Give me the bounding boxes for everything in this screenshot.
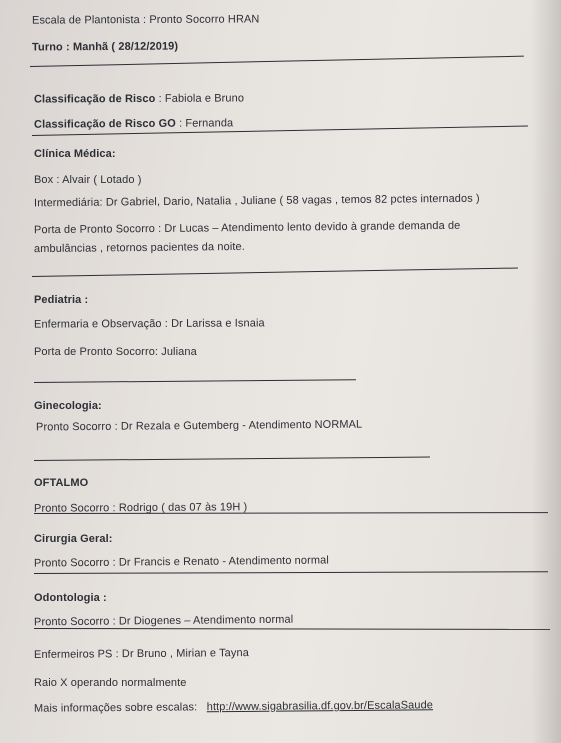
divider-line bbox=[34, 571, 548, 574]
divider-line bbox=[34, 379, 356, 383]
page-fold-shadow bbox=[531, 0, 561, 743]
raio-x-status: Raio X operando normalmente bbox=[34, 677, 187, 689]
cirurgia-heading: Cirurgia Geral: bbox=[34, 533, 113, 545]
more-info-label: Mais informações sobre escalas: bbox=[33, 701, 198, 715]
clinica-heading: Clínica Médica: bbox=[34, 148, 116, 160]
risk-go-label: Classificação de Risco GO bbox=[33, 117, 176, 131]
enfermeiros-ps: Enfermeiros PS : Dr Bruno , Mirian e Tayna bbox=[33, 647, 249, 661]
risk-classification-go bbox=[34, 117, 233, 130]
clinica-porta-line1: Porta de Pronto Socorro : Dr Lucas – Atendimento lento devido à grande demanda de bbox=[33, 219, 461, 237]
risk-value: : Fabiola e Bruno bbox=[155, 92, 245, 105]
shift-date: Turno : Manhã ( 28/12/2019) bbox=[31, 40, 179, 54]
schedule-link[interactable]: http://www.sigabrasilia.df.gov.br/EscalaSaude bbox=[206, 699, 434, 714]
pediatria-porta: Porta de Pronto Socorro: Juliana bbox=[34, 346, 197, 358]
oftalmo-heading: OFTALMO bbox=[34, 477, 89, 489]
odontologia-heading: Odontologia : bbox=[34, 592, 107, 604]
ginecologia-ps: Pronto Socorro : Dr Rezala e Gutemberg - Atendimento NORMAL bbox=[35, 418, 363, 434]
risk-go-value: : Fernanda bbox=[175, 117, 234, 130]
more-info bbox=[34, 699, 433, 714]
document-title: Escala de Plantonista : Pronto Socorro HRAN bbox=[31, 13, 260, 27]
divider-line bbox=[32, 268, 518, 277]
risk-classification bbox=[34, 92, 244, 105]
oftalmo-ps: Pronto Socorro : Rodrigo ( das 07 às 19H ) bbox=[33, 501, 248, 515]
divider-line bbox=[30, 56, 524, 67]
ginecologia-heading: Ginecologia: bbox=[34, 400, 102, 412]
risk-label: Classificação de Risco bbox=[33, 92, 156, 106]
pediatria-heading: Pediatria : bbox=[34, 294, 89, 306]
clinica-intermediaria: Intermediária: Dr Gabriel, Dario, Natalia , Juliane ( 58 vagas , temos 82 pctes internados ) bbox=[33, 192, 480, 210]
cirurgia-ps: Pronto Socorro : Dr Francis e Renato - Atendimento normal bbox=[33, 554, 329, 570]
clinica-porta-line2: ambulâncias , retornos pacientes da noite. bbox=[33, 240, 245, 256]
odontologia-ps: Pronto Socorro : Dr Diogenes – Atendimento normal bbox=[33, 613, 294, 629]
clinica-box: Box : Alvair ( Lotado ) bbox=[34, 174, 142, 186]
divider-line bbox=[34, 628, 550, 630]
divider-line bbox=[34, 457, 430, 461]
divider-line bbox=[34, 512, 548, 514]
pediatria-enfermaria: Enfermaria e Observação : Dr Larissa e Isnaia bbox=[33, 317, 265, 331]
